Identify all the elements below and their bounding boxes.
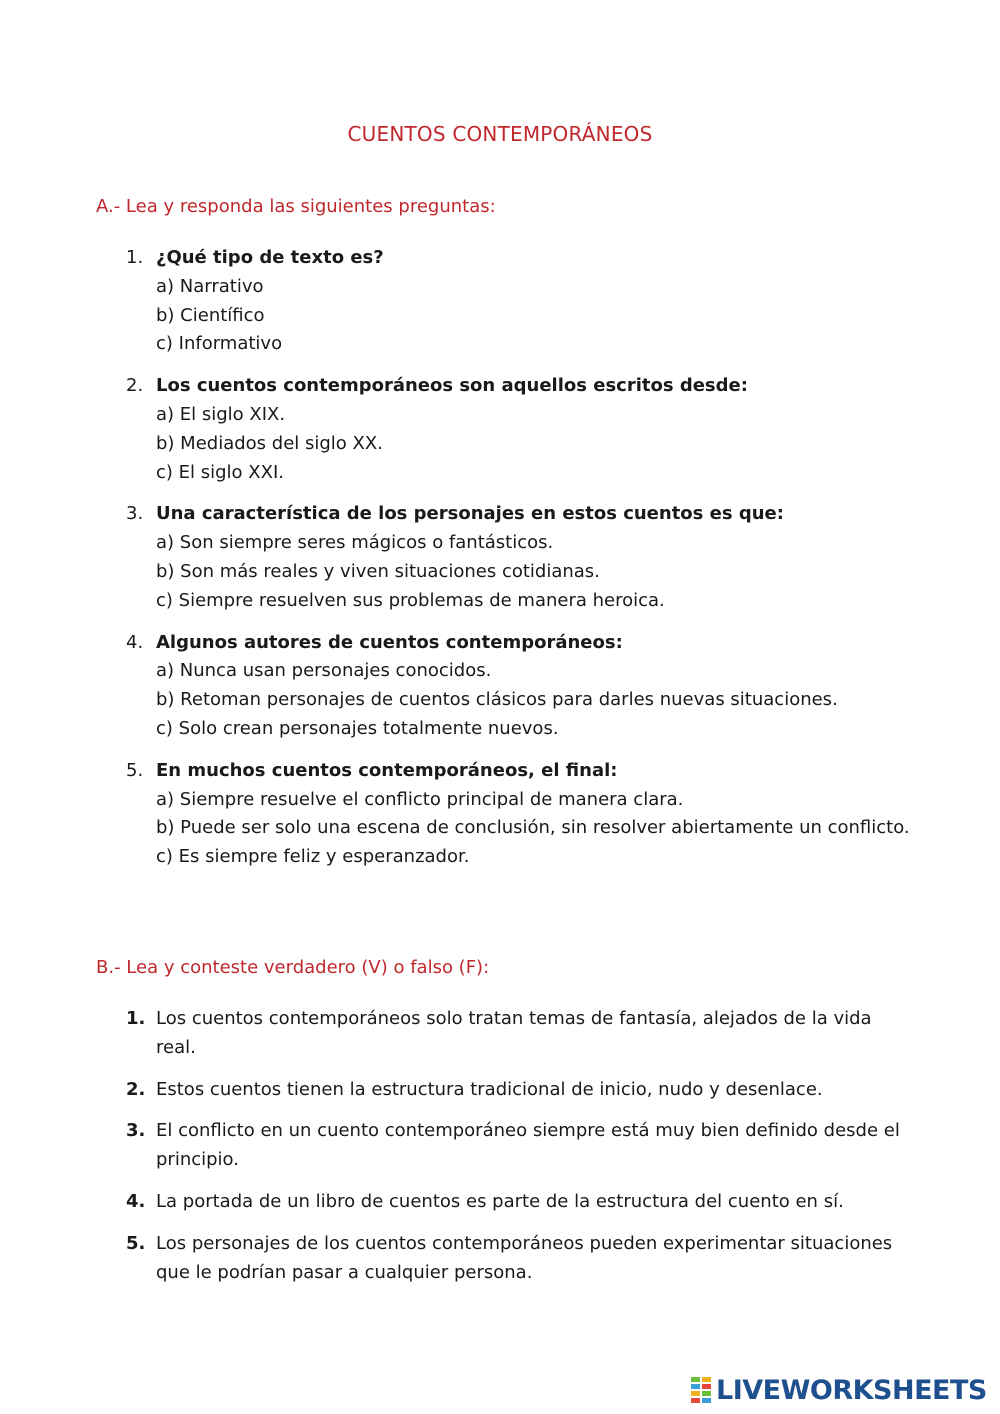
question-number: 4. xyxy=(126,631,144,653)
answer-option[interactable]: c) Siempre resuelven sus problemas de manera heroica. xyxy=(156,589,665,611)
section-b-statements xyxy=(96,1005,916,1300)
answer-option[interactable]: a) Nunca usan personajes conocidos. xyxy=(156,660,492,682)
answer-option[interactable]: c) Informativo xyxy=(156,333,283,355)
statement-number: 1. xyxy=(126,1008,146,1029)
statement-number: 2. xyxy=(126,1078,146,1100)
question-text: Los cuentos contemporáneos son aquellos escritos desde: xyxy=(156,375,748,397)
page-title: CUENTOS CONTEMPORÁNEOS xyxy=(347,122,653,146)
statement-text: El conflicto en un cuento contemporáneo siempre está muy bien definido desde el principio. xyxy=(156,1120,900,1171)
answer-option[interactable]: c) Solo crean personajes totalmente nuevos. xyxy=(156,717,559,739)
answer-option[interactable]: a) Siempre resuelve el conflicto principal de manera clara. xyxy=(156,788,684,810)
section-a-questions xyxy=(96,244,916,885)
question-number: 2. xyxy=(126,375,144,397)
statement-number: 4. xyxy=(126,1190,146,1212)
question-item xyxy=(96,500,916,615)
question-text: Una característica de los personajes en estos cuentos es que: xyxy=(156,503,784,525)
question-number: 5. xyxy=(126,759,144,781)
question-number: 1. xyxy=(126,247,144,268)
statement-text: Los personajes de los cuentos contemporáneos pueden experimentar situaciones que le podrían pasar a cualquier persona. xyxy=(156,1232,893,1283)
answer-option[interactable]: b) Científico xyxy=(156,304,265,326)
question-item xyxy=(96,629,916,744)
answer-option[interactable]: a) Narrativo xyxy=(156,275,264,297)
liveworksheets-brand xyxy=(690,1373,990,1407)
liveworksheets-logo-icon xyxy=(690,1376,712,1404)
answer-option[interactable]: c) Es siempre feliz y esperanzador. xyxy=(156,846,470,868)
answer-option[interactable]: b) Son más reales y viven situaciones cotidianas. xyxy=(156,560,600,582)
answer-option[interactable]: a) El siglo XIX. xyxy=(156,403,286,425)
answer-option[interactable]: c) El siglo XXI. xyxy=(156,461,284,483)
statement-text: La portada de un libro de cuentos es parte de la estructura del cuento en sí. xyxy=(156,1190,844,1212)
true-false-item[interactable] xyxy=(96,1188,916,1217)
question-item xyxy=(96,244,916,359)
true-false-item[interactable] xyxy=(96,1076,916,1105)
statement-number: 3. xyxy=(126,1120,146,1142)
answer-option[interactable]: b) Mediados del siglo XX. xyxy=(156,432,383,454)
answer-option[interactable]: b) Puede ser solo una escena de conclusión, sin resolver abiertamente un conflicto. xyxy=(156,817,910,839)
true-false-item[interactable] xyxy=(96,1230,916,1288)
true-false-item[interactable] xyxy=(96,1117,916,1175)
brand-text: LIVEWORKSHEETS xyxy=(716,1374,987,1406)
statement-number: 5. xyxy=(126,1232,146,1254)
question-number: 3. xyxy=(126,503,144,525)
question-text: Algunos autores de cuentos contemporáneos: xyxy=(156,631,623,653)
section-b-heading: B.- Lea y conteste verdadero (V) o falso (F): xyxy=(96,957,490,978)
true-false-item[interactable] xyxy=(96,1005,916,1063)
statement-text: Los cuentos contemporáneos solo tratan temas de fantasía, alejados de la vida real. xyxy=(156,1008,872,1058)
question-text: En muchos cuentos contemporáneos, el final: xyxy=(156,759,618,781)
question-text: ¿Qué tipo de texto es? xyxy=(156,247,384,268)
question-item xyxy=(96,757,916,872)
statement-text: Estos cuentos tienen la estructura tradicional de inicio, nudo y desenlace. xyxy=(156,1078,823,1100)
answer-option[interactable]: a) Son siempre seres mágicos o fantásticos. xyxy=(156,532,554,554)
section-a-heading: A.- Lea y responda las siguientes preguntas: xyxy=(96,196,496,217)
answer-option[interactable]: b) Retoman personajes de cuentos clásicos para darles nuevas situaciones. xyxy=(156,689,838,711)
question-item xyxy=(96,372,916,487)
